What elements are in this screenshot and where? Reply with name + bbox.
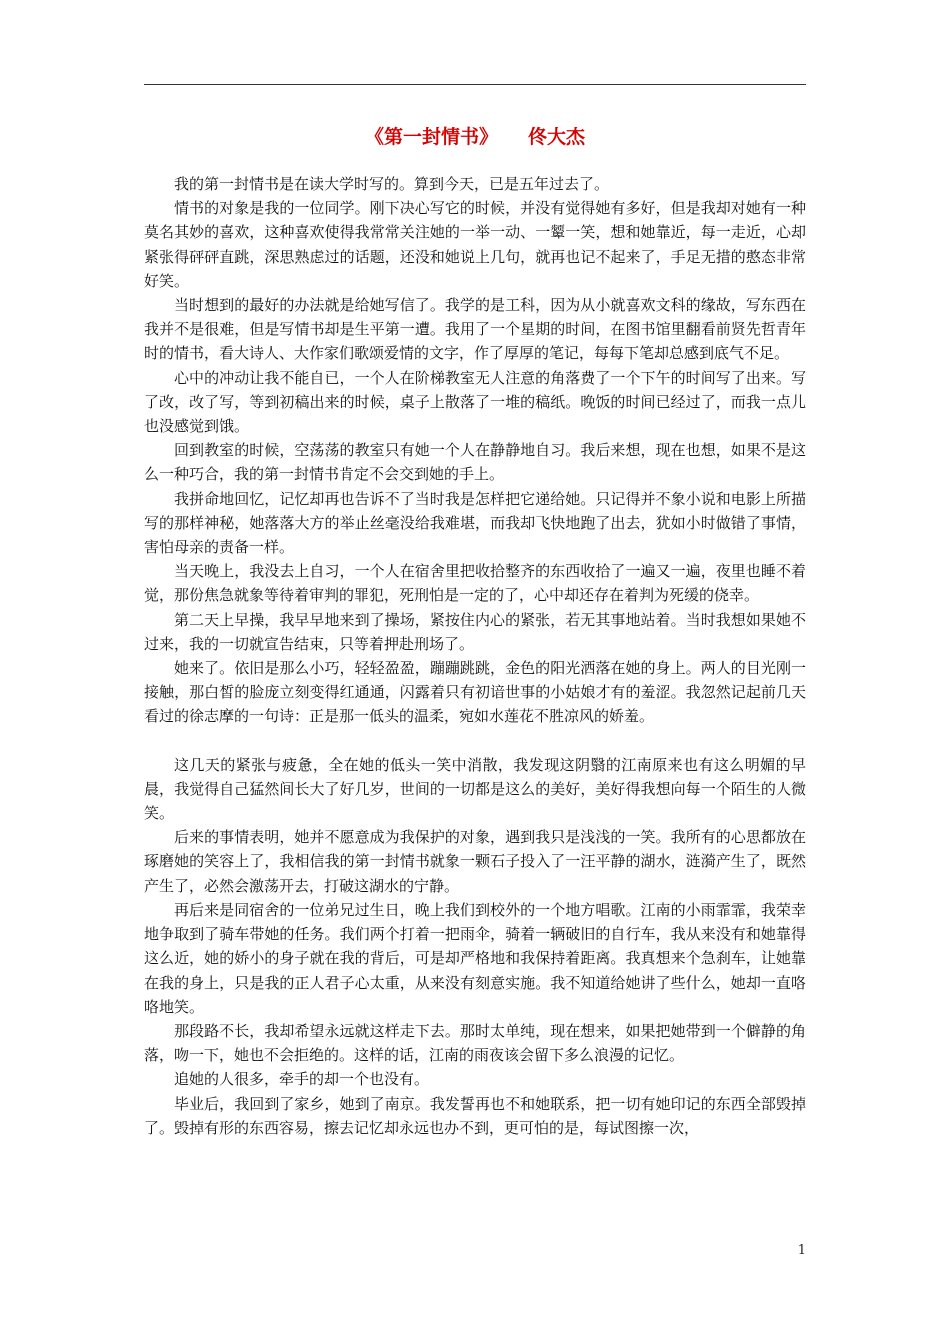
paragraph: 情书的对象是我的一位同学。刚下决心写它的时候，并没有觉得她有多好，但是我却对她有一种莫名其妙的喜欢，这种喜欢使得我常常关注她的一举一动、一颦一笑，想和她靠近，每一走近，心却紧张得砰砰直跳，深思熟虑过的话题，还没和她说上几句，就再也记不起来了，手足无措的憨态非常好笑。 xyxy=(144,199,806,290)
paragraph: 毕业后，我回到了家乡，她到了南京。我发誓再也不和她联系，把一切有她印记的东西全部毁掉了。毁掉有形的东西容易，擦去记忆却永远也办不到，更可怕的是，每试图擦一次， xyxy=(144,1094,806,1137)
paragraph: 追她的人很多，牵手的却一个也没有。 xyxy=(174,1070,430,1089)
page-number: 1 xyxy=(797,1243,806,1258)
paragraph: 后来的事情表明，她并不愿意成为我保护的对象，遇到我只是浅浅的一笑。我所有的心思都放在琢磨她的笑容上了，我相信我的第一封情书就象一颗石子投入了一汪平静的湖水，涟漪产生了，既然产生了，必然会激荡开去，打破这湖水的宁静。 xyxy=(144,828,806,895)
header-rule xyxy=(144,84,806,85)
paragraph: 回到教室的时候，空荡荡的教室只有她一个人在静静地自习。我后来想，现在也想，如果不是这么一种巧合，我的第一封情书肯定不会交到她的手上。 xyxy=(144,441,806,484)
paragraph-break xyxy=(144,729,806,753)
paragraph: 当时想到的最好的办法就是给她写信了。我学的是工科，因为从小就喜欢文科的缘故，写东西在我并不是很难，但是写情书却是生平第一遭。我用了一个星期的时间，在图书馆里翻看前贤先哲青年时的情书，看大诗人、大作家们歌颂爱情的文字，作了厚厚的笔记，每每下笔却总感到底气不足。 xyxy=(144,296,806,363)
paragraph: 当天晚上，我没去上自习，一个人在宿舍里把收拾整齐的东西收拾了一遍又一遍，夜里也睡不着觉，那份焦急就象等待着审判的罪犯，死刑怕是一定的了，心中却还存在着判为死缓的侥幸。 xyxy=(144,562,806,605)
paragraph: 第二天上早操，我早早地来到了操场，紧按住内心的紧张，若无其事地站着。当时我想如果她不过来，我的一切就宣告结束，只等着押赴刑场了。 xyxy=(144,610,806,653)
paragraph: 那段路不长，我却希望永远就这样走下去。那时太单纯，现在想来，如果把她带到一个僻静的角落，吻一下，她也不会拒绝的。这样的话，江南的雨夜该会留下多么浪漫的记忆。 xyxy=(144,1021,806,1065)
paragraph: 她来了。依旧是那么小巧，轻轻盈盈，蹦蹦跳跳，金色的阳光洒落在她的身上。两人的目光刚一接触，那白皙的脸庞立刻变得红通通，闪露着只有初谙世事的小姑娘才有的羞涩。我忽然记起前几天看过的徐志摩的一句诗：正是那一低头的温柔，宛如水莲花不胜凉风的娇羞。 xyxy=(144,659,806,726)
paragraph: 我的第一封情书是在读大学时写的。算到今天，已是五年过去了。 xyxy=(174,175,610,193)
paragraph: 再后来是同宿舍的一位弟兄过生日，晚上我们到校外的一个地方唱歌。江南的小雨霏霏，我荣幸地争取到了骑车带她的任务。我们两个打着一把雨伞，骑着一辆破旧的自行车，我从来没有和她靠得这么近，她的娇小的身子就在我的背后，可是却严格地和我保持着距离。我真想来个急刹车，让她靠在我的身上，只是我的正人君子心太重，从来没有刻意实施。我不知道给她讲了些什么，她却一直咯咯地笑。 xyxy=(144,900,806,1016)
paragraph: 心中的冲动让我不能自已，一个人在阶梯教室无人注意的角落费了一个下午的时间写了出来。写了改，改了写，等到初稿出来的时候，桌子上散落了一堆的稿纸。晚饭的时间已经过了，而我一点儿也没感觉到饿。 xyxy=(144,368,806,436)
document-title xyxy=(144,120,806,154)
document-body xyxy=(144,172,806,1140)
title-text: 《第一封情书》 xyxy=(364,126,498,148)
paragraph: 我拼命地回忆，记忆却再也告诉不了当时我是怎样把它递给她。只记得并不象小说和电影上所描写的那样神秘，她落落大方的举止丝毫没给我难堪，而我却飞快地跑了出去，犹如小时做错了事情，害怕母亲的责备一样。 xyxy=(144,489,806,557)
author-name: 佟大杰 xyxy=(528,126,586,148)
paragraph: 这几天的紧张与疲惫，全在她的低头一笑中消散，我发现这阴翳的江南原来也有这么明媚的早晨，我觉得自己猛然间长大了好几岁，世间的一切都是这么的美好，美好得我想向每一个陌生的人微笑。 xyxy=(144,755,806,823)
